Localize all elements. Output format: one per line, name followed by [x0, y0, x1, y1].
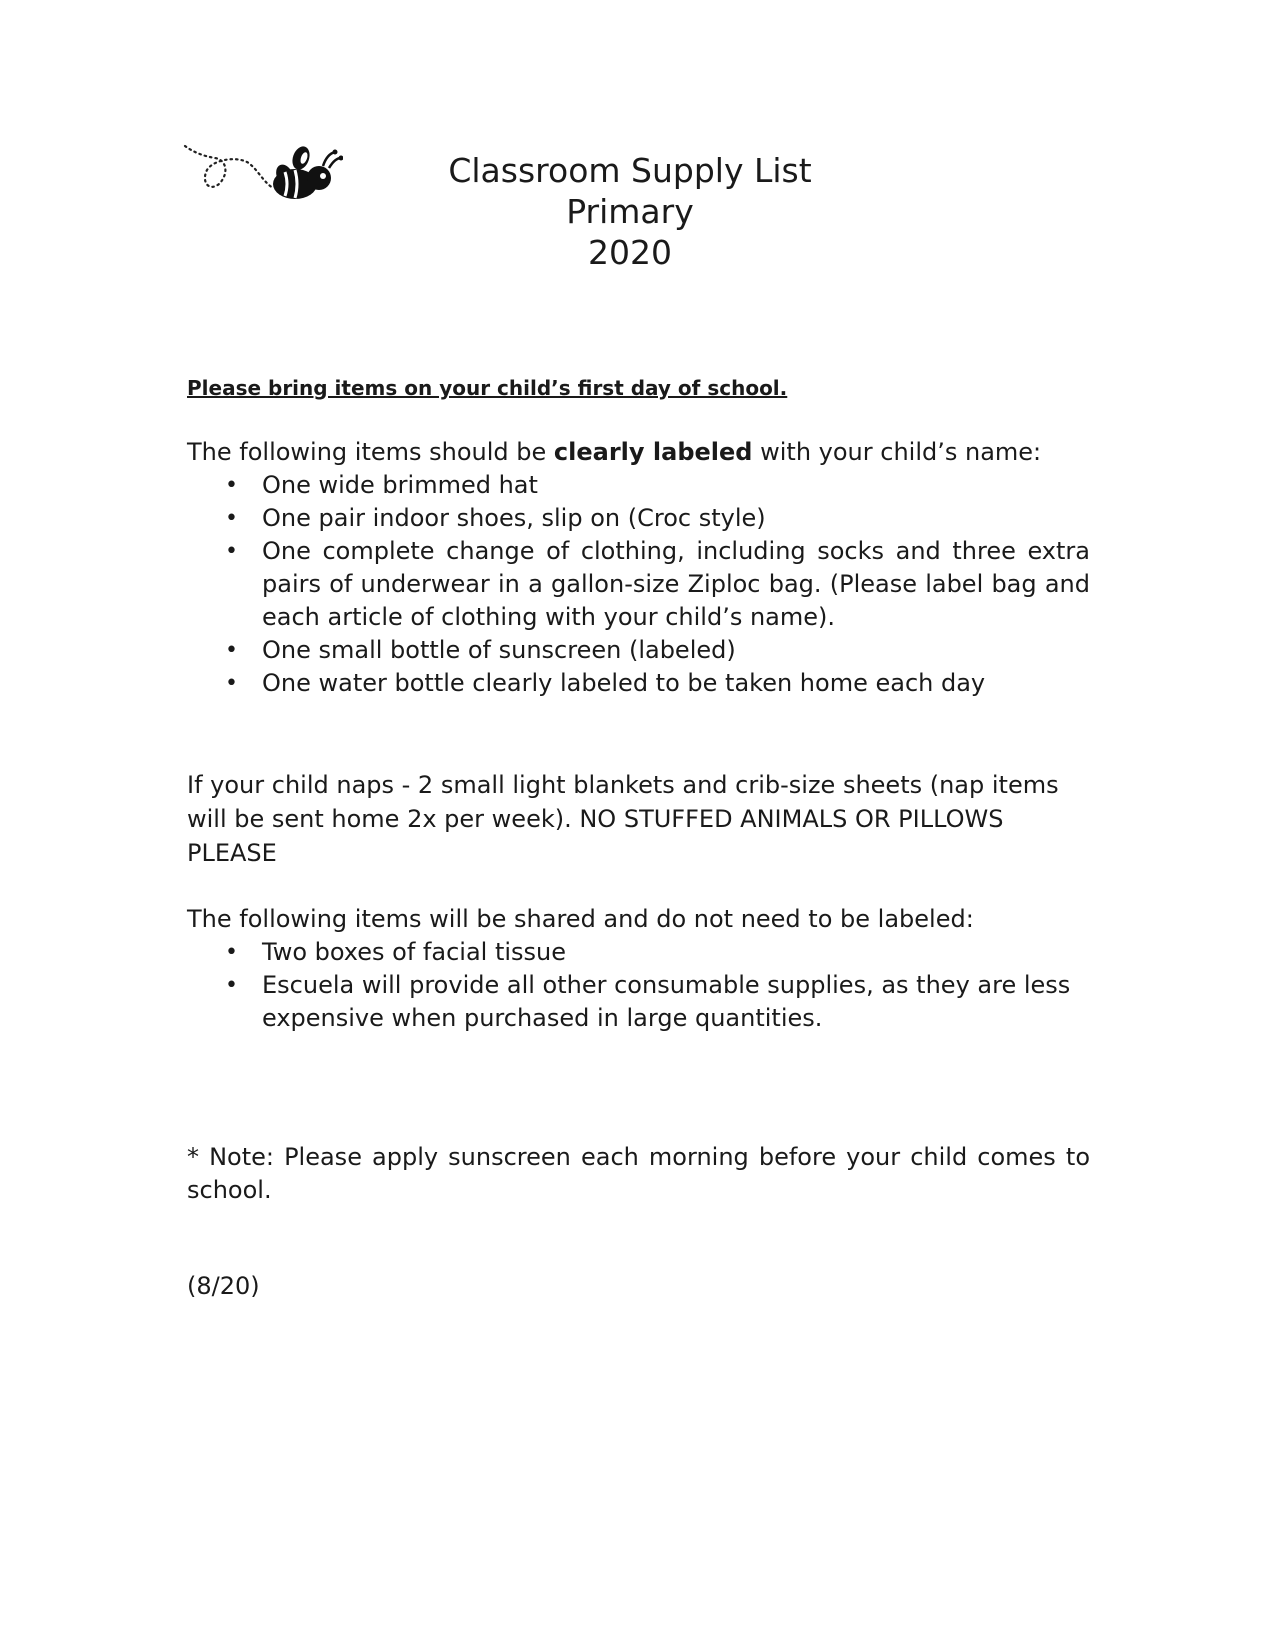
- list-item: [187, 634, 1090, 667]
- list-item: [187, 667, 1090, 700]
- shared-items-list: [187, 936, 1090, 1035]
- dotted-flight-path: [185, 146, 273, 188]
- list-item-text: One wide brimmed hat: [262, 471, 538, 499]
- shared-items-intro: The following items will be shared and do not need to be labeled:: [187, 905, 974, 933]
- list-item-text: One water bottle clearly labeled to be taken home each day: [262, 669, 986, 697]
- list-item: [187, 502, 1090, 535]
- list-item: [187, 969, 1090, 1035]
- bullet-icon: •: [225, 638, 238, 663]
- bullet-icon: •: [225, 506, 238, 531]
- nap-paragraph: If your child naps - 2 small light blankets and crib-size sheets (nap items will be sent home 2x per week). NO STUFFED ANIMALS OR PILLOWS PLEASE: [187, 771, 1059, 867]
- document-body: [187, 374, 1090, 1303]
- list-item-text: One complete change of clothing, including socks and three extra pairs of underwear in a gallon-size Ziploc bag. (Please label bag and each article of clothing with your child’s name).: [262, 537, 1090, 631]
- bee-icon: [183, 144, 343, 208]
- page-title: Classroom Supply List: [448, 151, 812, 190]
- bullet-icon: •: [225, 973, 238, 998]
- list-item: [187, 535, 1090, 634]
- labeled-items-list: [187, 469, 1090, 700]
- list-item-text: Escuela will provide all other consumable supplies, as they are less expensive when purchased in large quantities.: [262, 971, 1071, 1032]
- list-item-text: Two boxes of facial tissue: [262, 938, 567, 966]
- list-item-text: One pair indoor shoes, slip on (Croc style): [262, 504, 766, 532]
- list-item: [187, 936, 1090, 969]
- page-year: 2020: [588, 233, 672, 272]
- page-subtitle: Primary: [566, 192, 694, 231]
- list-item: [187, 469, 1090, 502]
- bullet-icon: •: [225, 940, 238, 965]
- sunscreen-note: * Note: Please apply sunscreen each morning before your child comes to school.: [187, 1143, 1090, 1204]
- labeled-intro-before: The following items should be: [187, 438, 554, 466]
- labeled-items-intro: [187, 436, 1090, 469]
- bullet-icon: •: [225, 671, 238, 696]
- bullet-icon: •: [225, 473, 238, 498]
- labeled-intro-after: with your child’s name:: [752, 438, 1042, 466]
- list-item-text: One small bottle of sunscreen (labeled): [262, 636, 736, 664]
- bullet-icon: •: [225, 539, 238, 564]
- date-code: (8/20): [187, 1272, 260, 1300]
- instruction-heading: Please bring items on your child’s first day of school.: [187, 376, 788, 400]
- labeled-intro-bold: clearly labeled: [553, 438, 753, 466]
- document-header: [400, 150, 860, 273]
